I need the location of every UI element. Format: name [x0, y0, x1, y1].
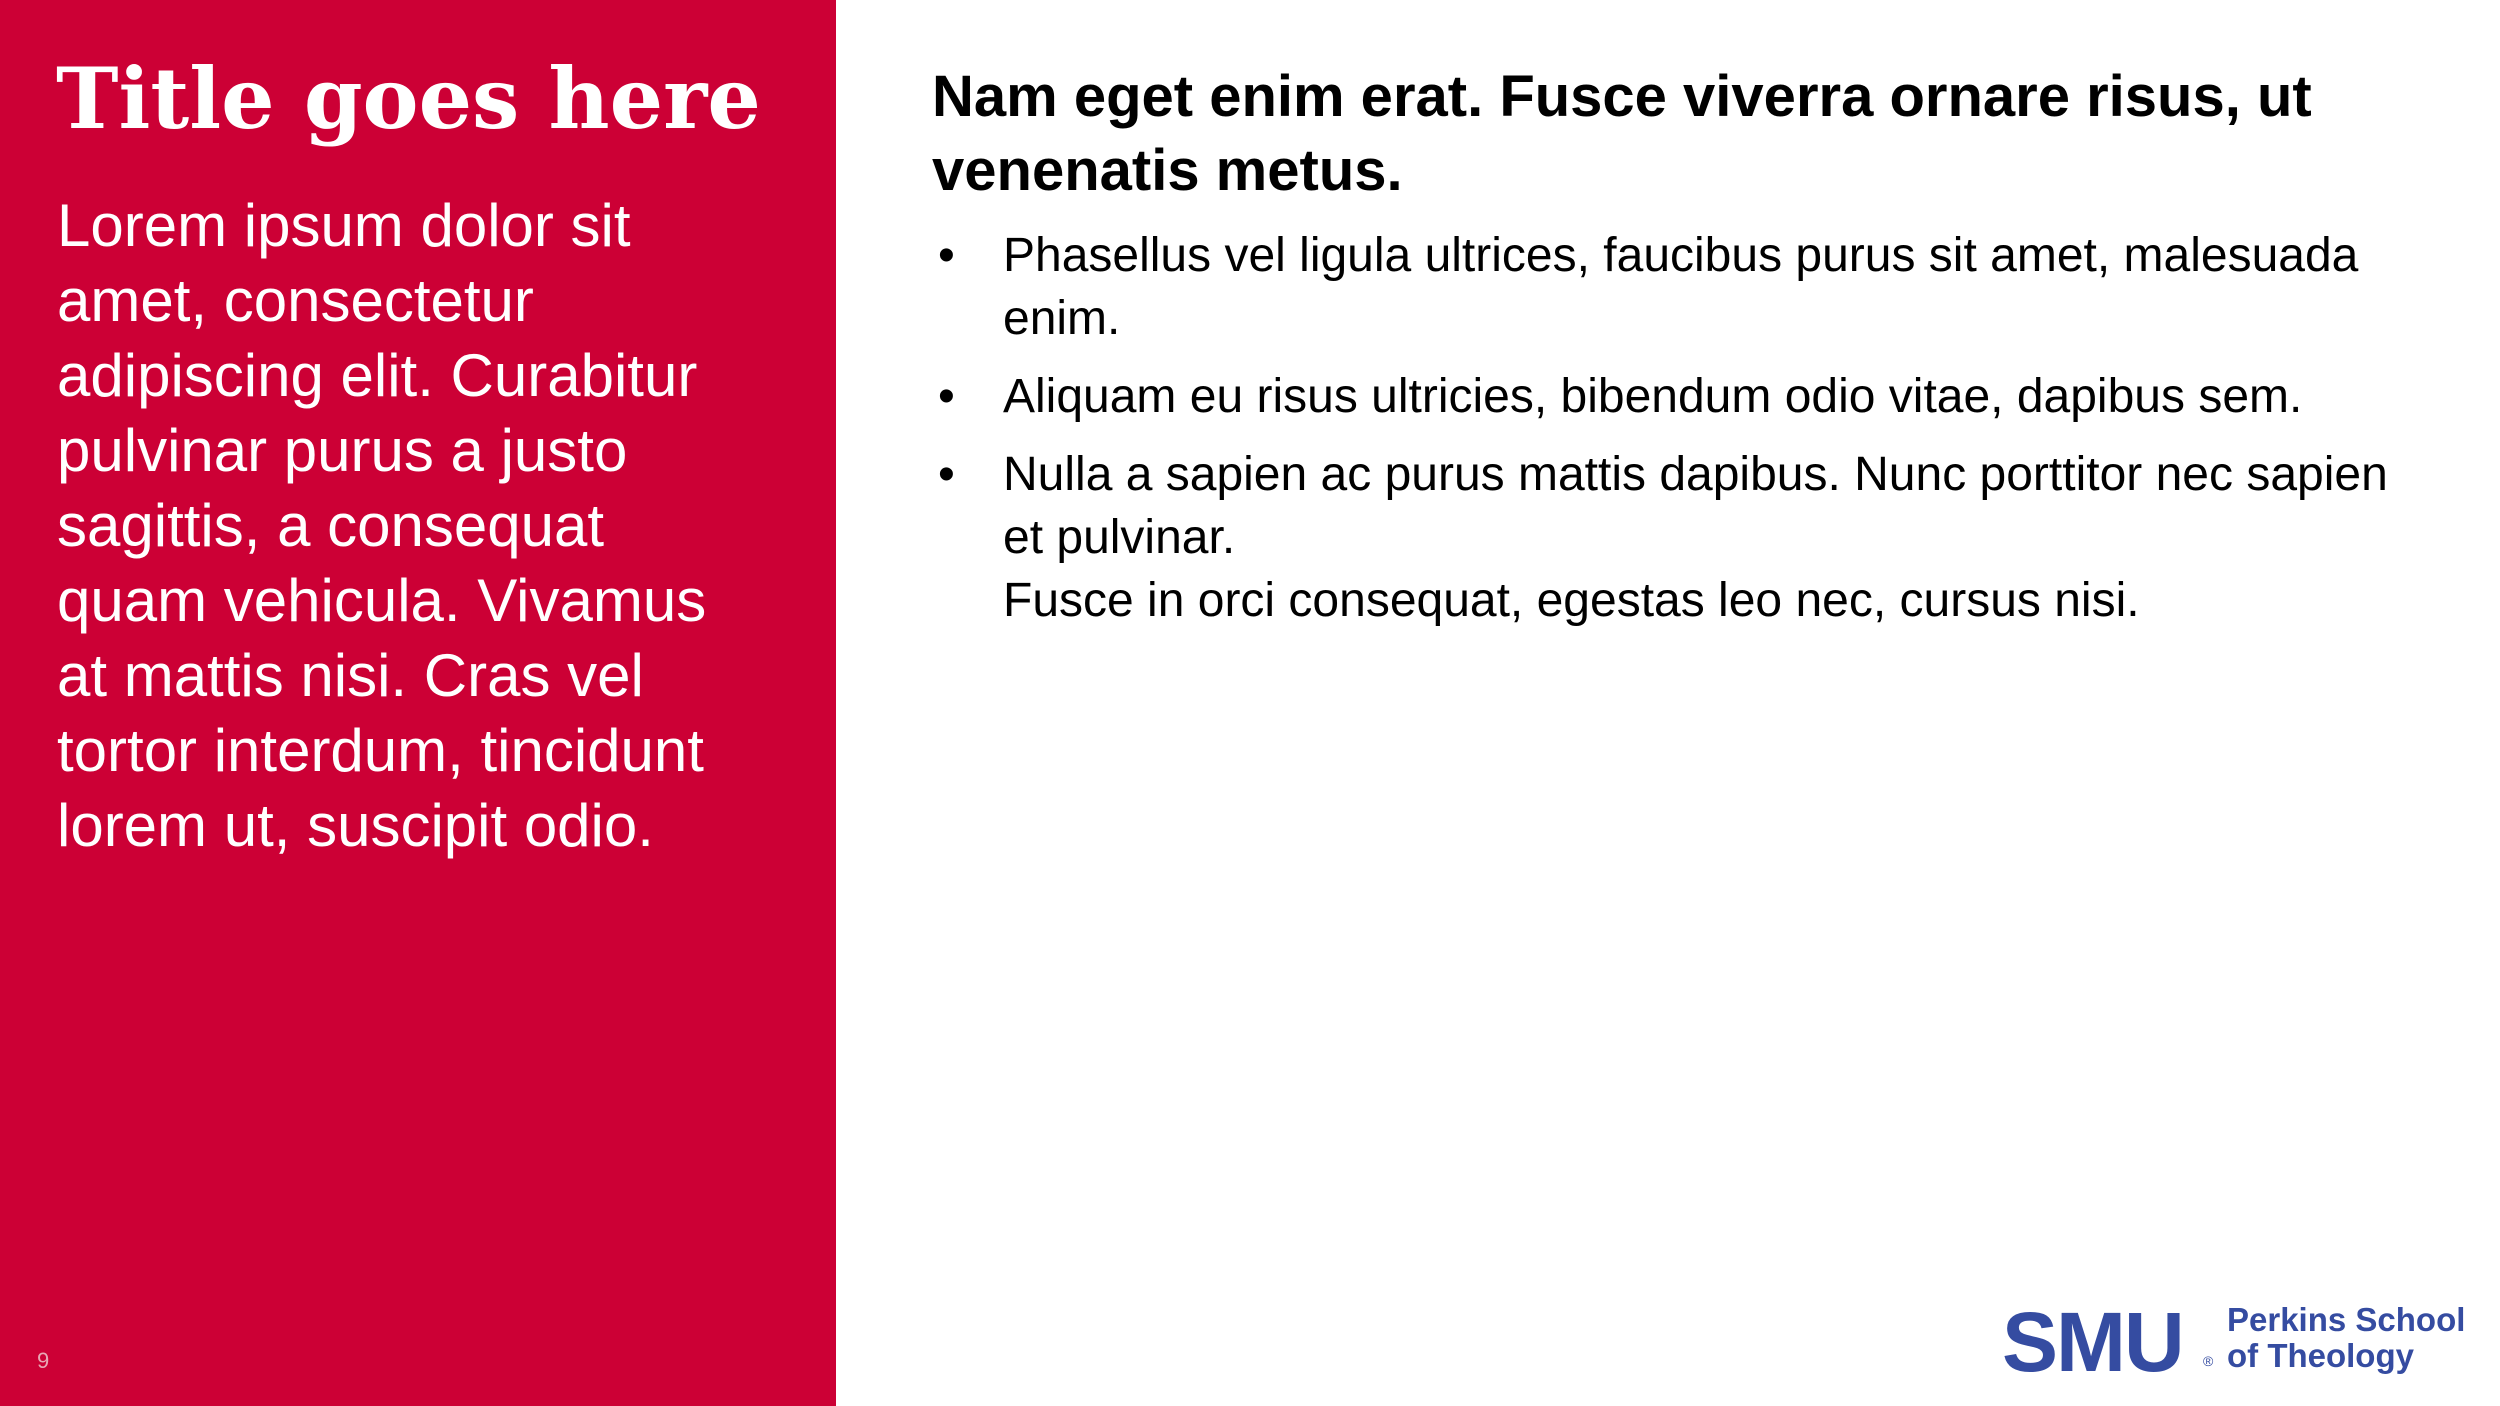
bullet-text: Nulla a sapien ac purus mattis dapibus. Nunc porttitor nec sapien et pulvinar.	[1003, 448, 2388, 564]
bullet-list	[932, 224, 2392, 647]
registered-mark: ®	[2203, 1353, 2214, 1369]
smu-perkins-logo	[2002, 1295, 2466, 1389]
logo-wordmark: SMU	[2002, 1295, 2183, 1389]
bullet-item	[932, 443, 2392, 632]
bullet-item	[932, 365, 2392, 428]
bullet-text: Aliquam eu risus ultricies, bibendum odio vitae, dapibus sem.	[1003, 370, 2303, 423]
bullet-icon: •	[938, 370, 955, 423]
bullet-item	[932, 224, 2392, 350]
left-body-text: Lorem ipsum dolor sit amet, consectetur adipiscing elit. Curabitur pulvinar purus a justo sagittis, a consequat quam vehicula. Vivamus at mattis nisi. Cras vel tortor interdum, tincidunt lorem ut, suscipit odio.	[57, 192, 707, 859]
page-number: 9	[37, 1348, 50, 1373]
content-heading: Nam eget enim erat. Fusce viverra ornare risus, ut venenatis metus.	[932, 64, 2312, 203]
logo-school-line-1: Perkins School	[2227, 1301, 2466, 1338]
bullet-text: Phasellus vel ligula ultrices, faucibus purus sit amet, malesuada enim.	[1003, 229, 2359, 345]
logo-school-name	[2227, 1302, 2465, 1374]
bullet-icon: •	[938, 448, 955, 501]
slide-title: Title goes here	[56, 49, 761, 148]
bullet-icon: •	[938, 229, 955, 282]
logo-school-line-2: of Theology	[2227, 1337, 2414, 1374]
left-panel	[0, 0, 836, 1406]
bullet-text-continuation: Fusce in orci consequat, egestas leo nec, cursus nisi.	[1003, 574, 2140, 627]
